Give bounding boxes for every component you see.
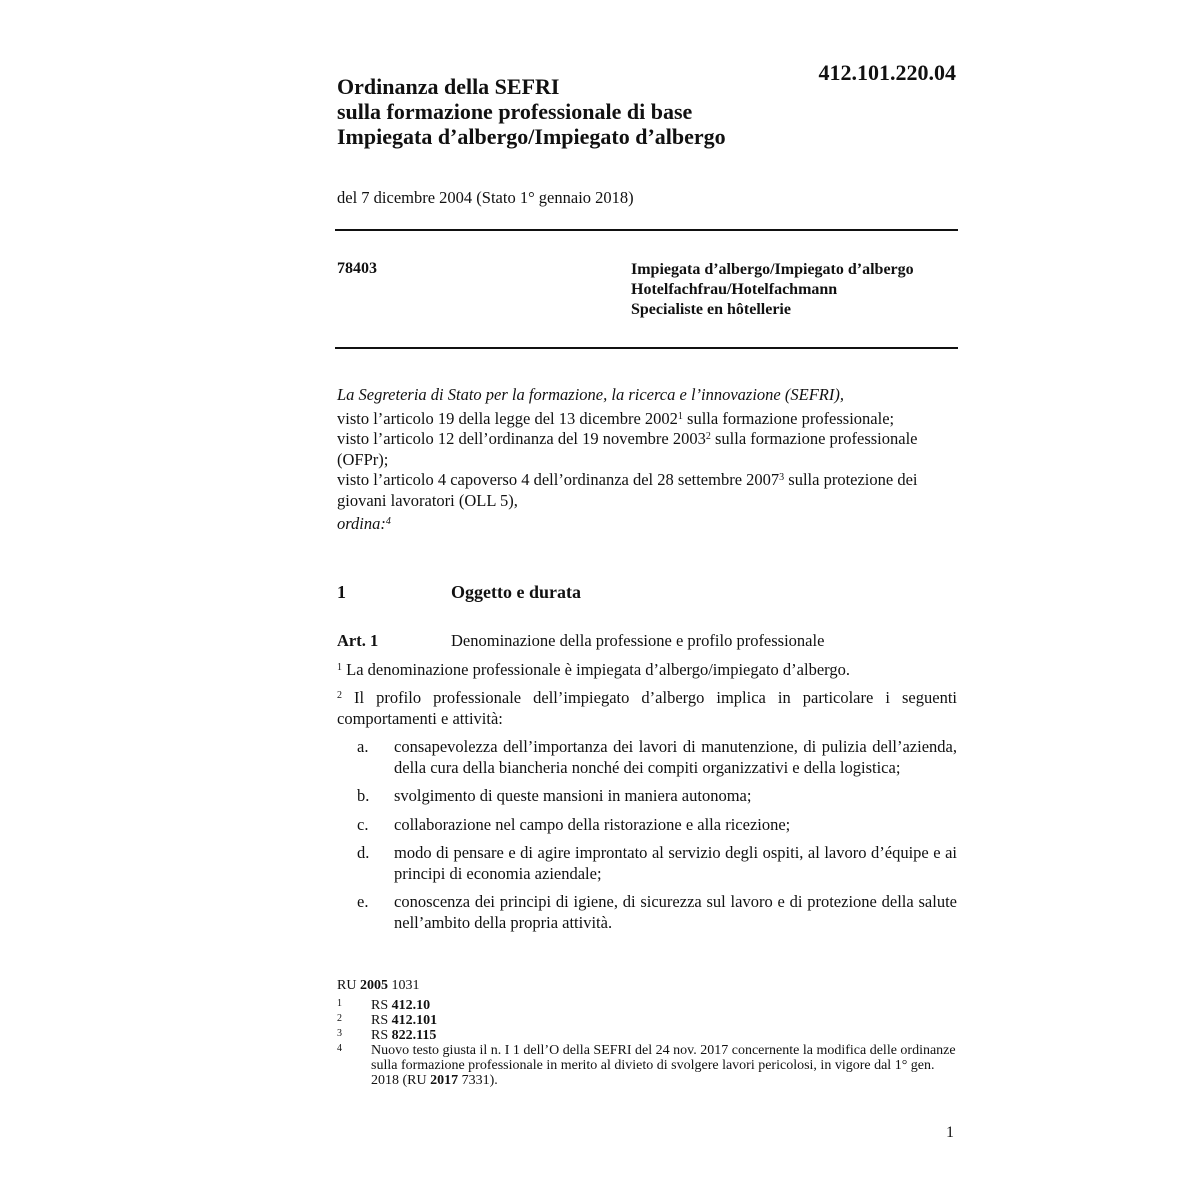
consideration: visto l’articolo 19 della legge del 13 dicembre 2002$^1$ sulla formazione professionale; (337, 408, 895, 428)
activity-list (357, 737, 957, 941)
document-title (337, 74, 807, 149)
issuing-authority: La Segreteria di Stato per la formazione, la ricerca e l’innovazione (SEFRI), (337, 385, 844, 404)
list-item: a. consapevolezza dell’importanza dei lavori di manutenzione, di pulizia dell’azienda, della cura della biancheria nonché dei compiti organizzativi e della logistica; (357, 737, 957, 777)
list-item: b. svolgimento di queste mansioni in maniera autonoma; (357, 786, 752, 805)
consideration: visto l’articolo 12 dell’ordinanza del 19 novembre 2003$^2$ sulla formazione professionale (OFPr); (337, 429, 918, 469)
article-title: Denominazione della professione e profilo professionale (451, 631, 825, 650)
page-number: 1 (946, 1124, 954, 1141)
footnote-ref[interactable]: 4 (385, 516, 391, 527)
profession-name-fr: Specialiste en hôtellerie (631, 301, 791, 318)
article-paragraph: $^2$ Il profilo professionale dell’impiegato d’albergo implica in particolare i seguenti comportamenti e attività: (337, 688, 957, 728)
footnote: 3 RS 822.115 (337, 1028, 437, 1043)
sr-number: 412.101.220.04 (818, 60, 956, 85)
footnote-ref[interactable]: 2 (705, 431, 711, 442)
divider-top (335, 229, 958, 231)
profession-code: 78403 (337, 260, 377, 277)
consideration: visto l’articolo 4 capoverso 4 dell’ordinanza del 28 settembre 2007$^3$ sulla protezione dei giovani lavoratori (OLL 5), (337, 470, 918, 510)
article-label: Art. 1 (337, 631, 379, 650)
footnote-ref[interactable]: 1 (677, 410, 683, 422)
footnote: 2 RS 412.101 (337, 1013, 438, 1028)
divider-bottom (335, 347, 958, 349)
profession-name-it: Impiegata d’albergo/Impiegato d’albergo (631, 261, 914, 278)
section-number: 1 (337, 582, 346, 602)
list-item: d. modo di pensare e di agire improntato al servizio degli ospiti, al lavoro d’équipe e ai principi di economia aziendale; (357, 843, 957, 883)
title-line: Impiegata d’albergo/Impiegato d’albergo (337, 124, 726, 149)
footnote: 4 Nuovo testo giusta il n. I 1 dell’O della SEFRI del 24 nov. 2017 concernente la modifica delle ordinanze sulla formazione professionale in merito al divieto di svolgere lavori pericolosi, in vigore dal 1° gen. 2018 (RU 2017 7331). (337, 1043, 956, 1088)
profession-name-de: Hotelfachfrau/Hotelfachmann (631, 281, 838, 298)
footnotes (337, 998, 957, 1088)
ru-reference: RU 2005 1031 (337, 978, 420, 993)
section-title: Oggetto e durata (451, 582, 581, 602)
list-item: c. collaborazione nel campo della ristorazione e alla ricezione; (357, 814, 791, 834)
footnote: 1 RS 412.10 (337, 998, 431, 1013)
date-line: del 7 dicembre 2004 (Stato 1° gennaio 2018) (337, 188, 634, 207)
preamble (337, 385, 957, 535)
title-line: sulla formazione professionale di base (337, 99, 693, 124)
profession-names (631, 260, 961, 320)
title-line: Ordinanza della SEFRI (337, 74, 560, 99)
ordina: ordina:$^4$ (337, 514, 391, 533)
list-item: e. conoscenza dei principi di igiene, di sicurezza sul lavoro e di protezione della salute nell’ambito della propria attività. (357, 892, 957, 932)
footnote-ref[interactable]: 3 (779, 472, 785, 483)
article-paragraph: $^1$ La denominazione professionale è impiegata d’albergo/impiegato d’albergo. (337, 660, 850, 679)
